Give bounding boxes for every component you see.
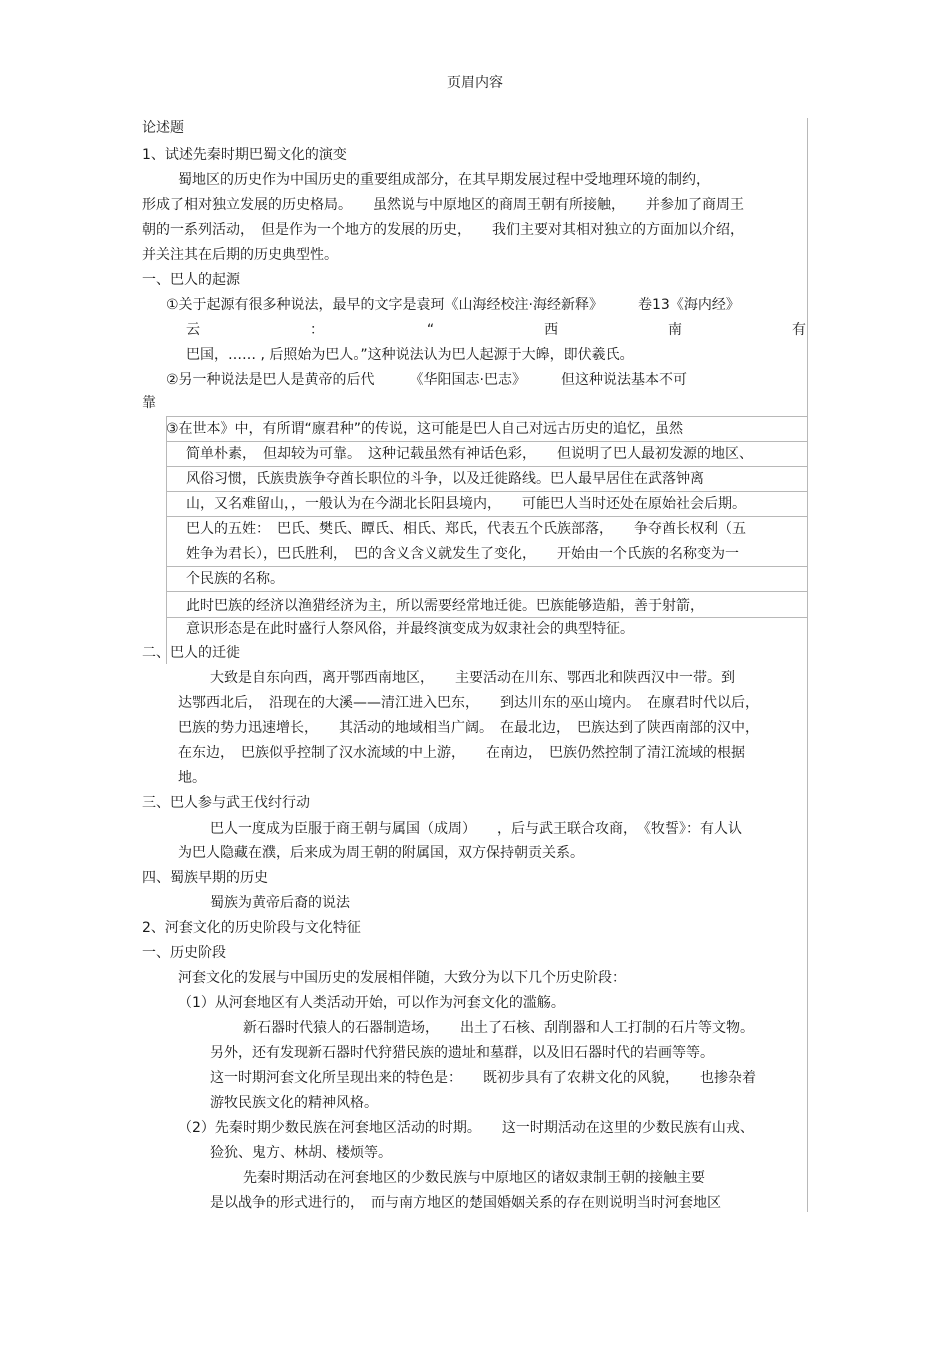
- text-line: 是以战争的形式进行的， 而与南方地区的楚国婚姻关系的存在则说明当时河套地区: [210, 1195, 721, 1211]
- box-divider: [166, 491, 808, 492]
- text-line: 达鄂西北后， 沿现在的大溪——清江进入巴东， 到达川东的巫山境内。 在廪君时代以后，: [178, 695, 759, 711]
- text-line: 姓争为君长），巴氏胜利， 巴的含义含义就发生了变化， 开始由一个氏族的名称变为一: [186, 546, 739, 562]
- text-line: 意识形态是在此时盛行人祭风俗，并最终演变成为奴隶社会的典型特征。: [186, 621, 634, 637]
- box-divider: [166, 466, 808, 467]
- text-line: 大致是自东向西，离开鄂西南地区， 主要活动在川东、鄂西北和陕西汉中一带。到: [210, 670, 735, 686]
- subsection-heading: 四、蜀族早期的历史: [142, 870, 268, 886]
- page-header: 页眉内容: [447, 75, 503, 91]
- text-line: 蜀地区的历史作为中国历史的重要组成部分，在其早期发展过程中受地理环境的制约，: [178, 172, 710, 188]
- subsection-heading: 三、巴人参与武王伐纣行动: [142, 795, 310, 811]
- text-line: （2）先秦时期少数民族在河套地区活动的时期。 这一时期活动在这里的少数民族有山戎、: [178, 1120, 754, 1136]
- text-line: 形成了相对独立发展的历史格局。 虽然说与中原地区的商周王朝有所接触， 并参加了商周王: [142, 197, 744, 213]
- text-line: （1）从河套地区有人类活动开始，可以作为河套文化的滥觞。: [178, 995, 565, 1011]
- text-line: 云 ： “ 西 南 有: [186, 322, 806, 338]
- text-line: 河套文化的发展与中国历史的发展相伴随，大致分为以下几个历史阶段：: [178, 970, 626, 986]
- question-heading: 1、试述先秦时期巴蜀文化的演变: [142, 147, 347, 163]
- subsection-heading: 一、巴人的起源: [142, 272, 240, 288]
- text-line: 此时巴族的经济以渔猎经济为主，所以需要经常地迁徙。巴族能够造船，善于射箭，: [186, 598, 704, 614]
- text-line: 巴族的势力迅速增长， 其活动的地域相当广阔。 在最北边， 巴族达到了陕西南部的汉中，: [178, 720, 759, 736]
- text-line: 先秦时期活动在河套地区的少数民族与中原地区的诸奴隶制王朝的接触主要: [243, 1170, 705, 1186]
- text-line: 朝的一系列活动， 但是作为一个地方的发展的历史， 我们主要对其相对独立的方面加以介绍，: [142, 222, 744, 238]
- text-line: ①关于起源有很多种说法，最早的文字是袁珂《山海经校注·海经新释》 卷13《海内经》: [166, 297, 740, 313]
- text-line: 个民族的名称。: [186, 571, 284, 587]
- subsection-heading: 一、历史阶段: [142, 945, 226, 961]
- text-line: 巴人一度成为臣服于商王朝与属国（成周） ，后与武王联合攻商， 《牧誓》：有人认: [210, 821, 742, 837]
- text-line: 蜀族为黄帝后裔的说法: [210, 895, 350, 911]
- text-line: 为巴人隐藏在濮，后来成为周王朝的附属国，双方保持朝贡关系。: [178, 845, 584, 861]
- subsection-heading: 二、巴人的迁徙: [142, 645, 240, 661]
- text-line: ③在世本》中，有所谓“廪君种”的传说，这可能是巴人自己对远古历史的追忆，虽然: [166, 421, 684, 437]
- box-divider: [166, 441, 808, 442]
- text-line: 在东边， 巴族似乎控制了汉水流域的中上游， 在南边， 巴族仍然控制了清江流域的根据: [178, 745, 745, 761]
- text-line: 猃狁、鬼方、林胡、楼烦等。: [210, 1145, 392, 1161]
- question-heading: 2、河套文化的历史阶段与文化特征: [142, 920, 361, 936]
- text-line: 巴国，…… , 后照始为巴人。”这种说法认为巴人起源于大皞，即伏羲氏。: [186, 347, 634, 363]
- text-line: 这一时期河套文化所呈现出来的特色是： 既初步具有了农耕文化的风貌， 也掺杂着: [210, 1070, 756, 1086]
- text-line: 巴人的五姓： 巴氏、樊氏、瞫氏、相氏、郑氏，代表五个氏族部落， 争夺酋长权利（五: [186, 521, 746, 537]
- text-line: ②另一种说法是巴人是黄帝的后代 《华阳国志·巴志》 但这种说法基本不可: [166, 372, 687, 388]
- text-line: 简单朴素， 但却较为可靠。 这种记载虽然有神话色彩， 但说明了巴人最初发源的地区、: [186, 446, 753, 462]
- text-line: 另外，还有发现新石器时代狩猎民族的遗址和墓群，以及旧石器时代的岩画等等。: [210, 1045, 714, 1061]
- text-line: 并关注其在后期的历史典型性。: [142, 247, 338, 263]
- text-line: 地。: [178, 770, 206, 786]
- text-line: 新石器时代猿人的石器制造场， 出土了石核、刮削器和人工打制的石片等文物。: [243, 1020, 754, 1036]
- text-line: 风俗习惯，氏族贵族争夺酋长职位的斗争，以及迁徙路线。巴人最早居住在武落钟离: [186, 471, 704, 487]
- section-title: 论述题: [142, 120, 184, 136]
- box-divider: [166, 591, 808, 592]
- text-line: 靠: [142, 395, 156, 411]
- box-divider: [166, 516, 808, 517]
- box-divider: [166, 566, 808, 567]
- text-line: 山，又名难留山，，一般认为在今湖北长阳县境内， 可能巴人当时还处在原始社会后期。: [186, 496, 746, 512]
- text-line: 游牧民族文化的精神风格。: [210, 1095, 378, 1111]
